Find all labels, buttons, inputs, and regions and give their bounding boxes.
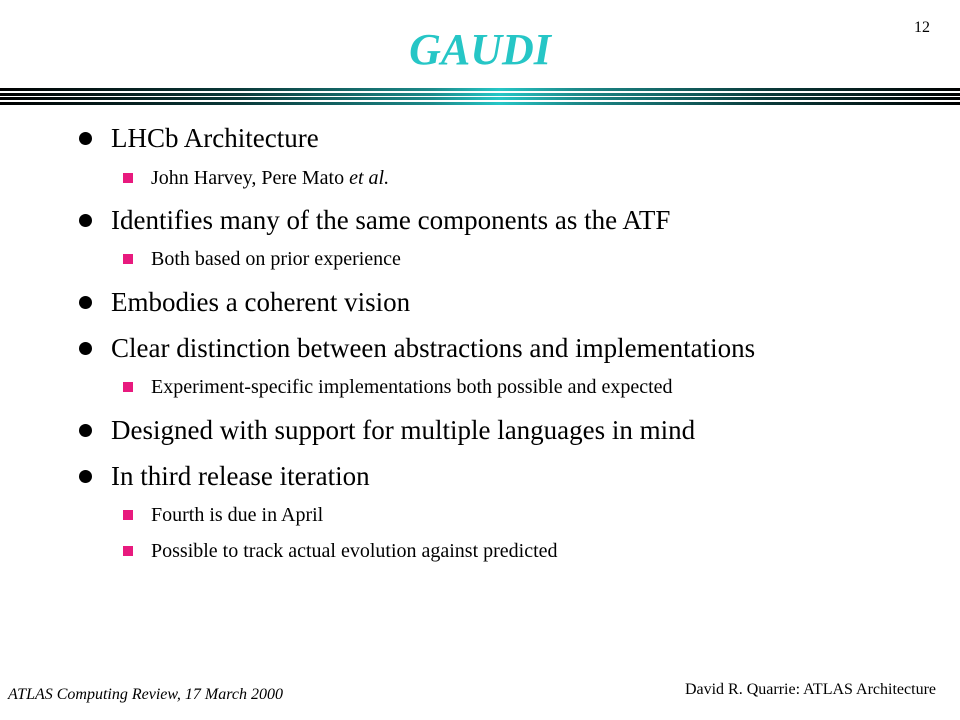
sub-bullet-text: Possible to track actual evolution against predicted: [151, 540, 558, 562]
bullet-item: [0, 120, 960, 160]
bullet-dot-icon: [79, 342, 92, 355]
sub-bullet-text: Both based on prior experience: [151, 248, 401, 270]
sub-bullet-item: [0, 373, 960, 403]
sub-bullet-text: Fourth is due in April: [151, 504, 324, 526]
footer-right: David R. Quarrie: ATLAS Architecture: [684, 681, 936, 698]
sub-bullet-italic: et al.: [349, 167, 390, 189]
page-number: 12: [914, 19, 930, 36]
bullet-text: LHCb Architecture: [111, 123, 319, 153]
sub-bullet-item: [0, 501, 960, 531]
sub-bullet-item: [0, 245, 960, 275]
sub-bullet-square-icon: [123, 254, 133, 264]
sub-bullet-square-icon: [123, 382, 133, 392]
bullet-dot-icon: [79, 470, 92, 483]
bullet-item: [0, 458, 960, 498]
sub-bullet-text: Experiment-specific implementations both possible and expected: [151, 376, 673, 398]
bullet-dot-icon: [79, 214, 92, 227]
bullet-item: [0, 412, 960, 452]
sub-bullet-item: [0, 537, 960, 567]
bullet-text: Clear distinction between abstractions and implementations: [111, 333, 756, 363]
bullet-text: In third release iteration: [111, 461, 370, 491]
sub-bullet-text: John Harvey, Pere Mato et al.: [151, 167, 390, 189]
bullet-item: [0, 284, 960, 324]
footer-left: ATLAS Computing Review, 17 March 2000: [8, 686, 283, 703]
bullet-text: Designed with support for multiple languages in mind: [111, 415, 696, 445]
sub-bullet-square-icon: [123, 173, 133, 183]
sub-bullet-item: [0, 164, 960, 194]
slide-title: GAUDI: [409, 25, 551, 74]
sub-bullet-square-icon: [123, 510, 133, 520]
bullet-dot-icon: [79, 296, 92, 309]
bullet-item: [0, 330, 960, 370]
bullet-text: Identifies many of the same components as the ATF: [111, 205, 671, 235]
bullet-dot-icon: [79, 424, 92, 437]
bullet-item: [0, 202, 960, 242]
bullet-text: Embodies a coherent vision: [111, 287, 411, 317]
bullet-dot-icon: [79, 132, 92, 145]
sub-bullet-square-icon: [123, 546, 133, 556]
